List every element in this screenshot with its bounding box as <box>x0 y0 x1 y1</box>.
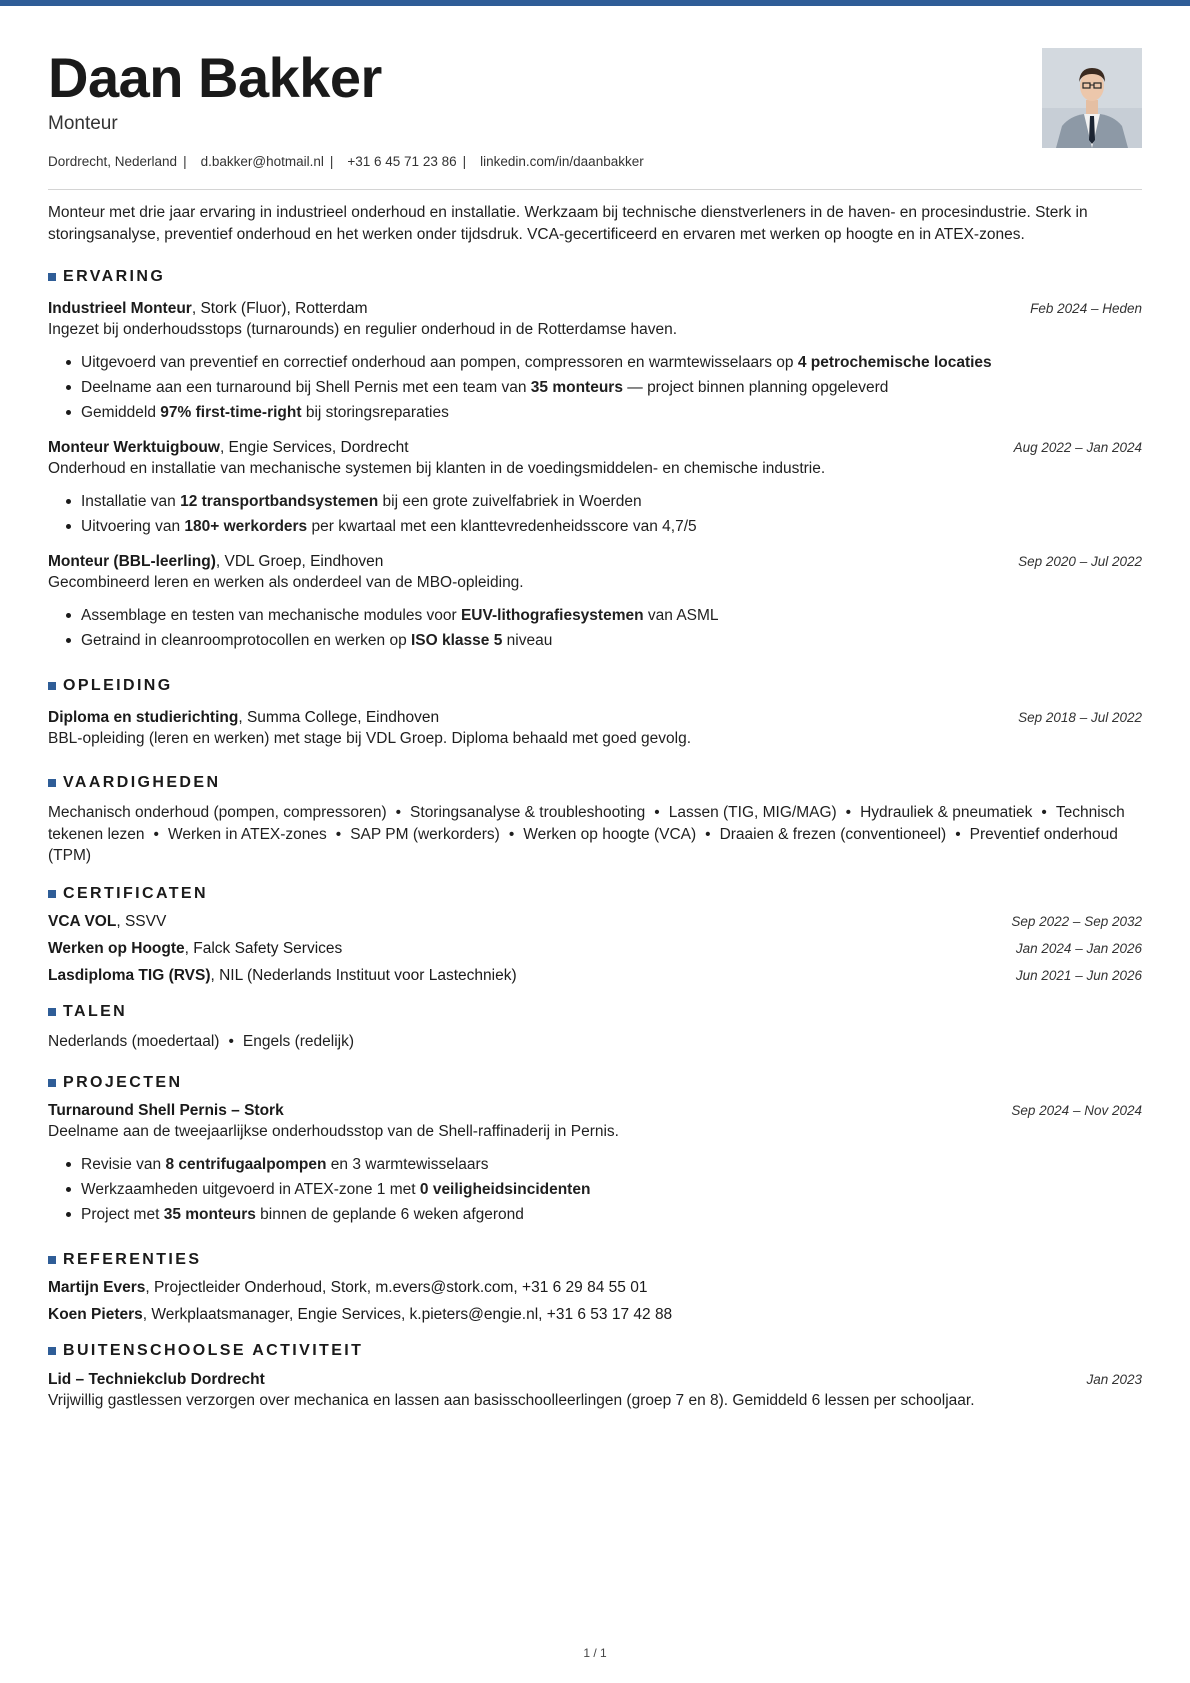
section-skills-title: VAARDIGHEDEN <box>48 774 1142 792</box>
job-bullets <box>81 603 1142 653</box>
languages-list: Nederlands (moedertaal) • Engels (redelijk) <box>48 1032 355 1050</box>
education-heading: Diploma en studierichting, Summa College, Eindhoven <box>48 709 440 726</box>
list-item: Project met 35 monteurs binnen de geplande 6 weken afgerond <box>81 1202 1142 1227</box>
list-item: Uitgevoerd van preventief en correctief onderhoud aan pompen, compressoren en warmtewisselaars op 4 petrochemische locaties <box>81 350 1142 375</box>
resume-page <box>48 0 1142 1412</box>
experience-entry <box>48 437 1142 539</box>
contact-separator: | <box>462 154 467 169</box>
page-number: 1 / 1 <box>583 1646 607 1660</box>
section-marker-icon <box>48 890 56 898</box>
job-description: Ingezet bij onderhoudsstops (turnarounds) en regulier onderhoud in de Rotterdamse haven. <box>48 321 678 338</box>
project-entry <box>48 1100 1142 1227</box>
section-experience-title: ERVARING <box>48 268 1142 286</box>
job-date: Aug 2022 – Jan 2024 <box>1013 440 1142 455</box>
skill-item: Werken in ATEX-zones <box>167 825 327 843</box>
skill-item: SAP PM (werkorders) <box>350 825 500 843</box>
contact-phone[interactable]: +31 6 45 71 23 86 <box>347 154 457 169</box>
education-description: BBL-opleiding (leren en werken) met stage bij VDL Groep. Diploma behaald met goed gevolg. <box>48 730 692 747</box>
list-item: Gemiddeld 97% first-time-right bij storingsreparaties <box>81 400 1142 425</box>
section-activities-title: BUITENSCHOOLSE ACTIVITEIT <box>48 1342 1142 1360</box>
activity-description: Vrijwillig gastlessen verzorgen over mechanica en lassen aan basisschoolleerlingen (groep 7 en 8). Gemiddeld 6 lessen per schooljaar. <box>48 1392 975 1409</box>
skill-item: Werken op hoogte (VCA) <box>523 825 697 843</box>
candidate-name: Daan Bakker <box>48 46 382 109</box>
job-heading: Industrieel Monteur, Stork (Fluor), Rotterdam <box>48 300 368 317</box>
skill-item: Preventief onderhoud (TPM) <box>48 825 1118 864</box>
job-bullets <box>81 489 1142 539</box>
list-item: Uitvoering van 180+ werkorders per kwartaal met een klanttevredenheidsscore van 4,7/5 <box>81 514 1142 539</box>
list-item: Werkzaamheden uitgevoerd in ATEX-zone 1 met 0 veiligheidsincidenten <box>81 1177 1142 1202</box>
skill-item: Mechanisch onderhoud (pompen, compressoren) <box>48 804 387 821</box>
list-item: Revisie van 8 centrifugaalpompen en 3 warmtewisselaars <box>81 1152 1142 1177</box>
section-marker-icon <box>48 1008 56 1016</box>
profile-photo <box>1042 48 1142 148</box>
certificates-list <box>48 908 1142 989</box>
section-marker-icon <box>48 1347 56 1355</box>
project-heading: Turnaround Shell Pernis – Stork <box>48 1102 284 1119</box>
section-projects-title: PROJECTEN <box>48 1074 1142 1092</box>
section-marker-icon <box>48 682 56 690</box>
skills-list: Mechanisch onderhoud (pompen, compressoren) • Storingsanalyse & troubleshooting • Lassen (TIG, MIG/MAG) • Hydrauliek & pneumatiek • Technisch tekenen lezen • Werken in ATEX-zones • SAP PM (werkorders) • Werken op hoogte (VCA) • Draaien & frezen (conventioneel) • Preventief onderhoud (TPM) <box>48 804 1125 864</box>
profile-summary: Monteur met drie jaar ervaring in industrieel onderhoud en installatie. Werkzaam bij technische dienstverleners in de haven- en procesindustrie. Sterk in storingsanalyse, preventief onderhoud en het werken onder tijdsdruk. VCA-gecertificeerd en ervaren met werken op hoogte en in ATEX-zones. <box>48 204 1088 243</box>
section-marker-icon <box>48 273 56 281</box>
section-languages-title: TALEN <box>48 1003 1142 1021</box>
job-description: Gecombineerd leren en werken als onderdeel van de MBO-opleiding. <box>48 574 524 591</box>
section-certificates-title: CERTIFICATEN <box>48 885 1142 903</box>
certificate-row: Lasdiploma TIG (RVS), NIL (Nederlands Instituut voor Lastechniek) Jun 2021 – Jun 2026 <box>48 966 1142 984</box>
list-item: Getraind in cleanroomprotocollen en werken op ISO klasse 5 niveau <box>81 628 1142 653</box>
experience-entry <box>48 298 1142 425</box>
job-heading: Monteur Werktuigbouw, Engie Services, Dordrecht <box>48 439 409 456</box>
reference-row: Koen Pieters, Werkplaatsmanager, Engie Services, k.pieters@engie.nl, +31 6 53 17 42 88 <box>48 1306 673 1323</box>
activity-date: Jan 2023 <box>1086 1372 1142 1387</box>
contact-separator: | <box>183 154 187 169</box>
candidate-role: Monteur <box>48 113 118 134</box>
language-item: Engels (redelijk) <box>242 1032 355 1050</box>
job-bullets <box>81 350 1142 425</box>
education-entry <box>48 707 1142 750</box>
list-item: Deelname aan een turnaround bij Shell Pernis met een team van 35 monteurs — project binnen planning opgeleverd <box>81 375 1142 400</box>
language-item: Nederlands (moedertaal) <box>48 1032 220 1050</box>
project-bullets <box>81 1152 1142 1227</box>
section-marker-icon <box>48 779 56 787</box>
reference-row: Martijn Evers, Projectleider Onderhoud, Stork, m.evers@stork.com, +31 6 29 84 55 01 <box>48 1279 648 1296</box>
activity-entry <box>48 1369 1142 1412</box>
certificate-row: Werken op Hoogte, Falck Safety Services Jan 2024 – Jan 2026 <box>48 939 1142 957</box>
skill-item: Draaien & frezen (conventioneel) <box>719 825 947 843</box>
skill-item: Storingsanalyse & troubleshooting <box>410 804 646 821</box>
skill-item: Hydrauliek & pneumatiek <box>860 804 1033 821</box>
activity-heading: Lid – Techniekclub Dordrecht <box>48 1371 265 1388</box>
section-marker-icon <box>48 1079 56 1087</box>
project-date: Sep 2024 – Nov 2024 <box>1011 1103 1142 1118</box>
project-description: Deelname aan de tweejaarlijkse onderhoudsstop van de Shell-raffinaderij in Pernis. <box>48 1123 619 1140</box>
job-date: Feb 2024 – Heden <box>1030 301 1142 316</box>
references-list <box>48 1274 1142 1328</box>
job-description: Onderhoud en installatie van mechanische systemen bij klanten in de voedingsmiddelen- en chemische industrie. <box>48 460 826 477</box>
section-education-title: OPLEIDING <box>48 677 1142 695</box>
skill-item: Lassen (TIG, MIG/MAG) <box>668 804 837 821</box>
person-portrait-icon <box>1042 48 1142 148</box>
contact-linkedin[interactable]: linkedin.com/in/daanbakker <box>480 154 644 169</box>
job-heading: Monteur (BBL-leerling), VDL Groep, Eindhoven <box>48 553 384 570</box>
contact-email[interactable]: d.bakker@hotmail.nl <box>200 154 324 169</box>
certificate-row: VCA VOL, SSVV Sep 2022 – Sep 2032 <box>48 912 1142 930</box>
section-references-title: REFERENTIES <box>48 1251 1142 1269</box>
job-date: Sep 2020 – Jul 2022 <box>1018 554 1142 569</box>
contact-line <box>48 154 1142 169</box>
list-item: Installatie van 12 transportbandsystemen bij een grote zuivelfabriek in Woerden <box>81 489 1142 514</box>
experience-entry <box>48 551 1142 653</box>
contact-location: Dordrecht, Nederland <box>48 154 178 169</box>
section-marker-icon <box>48 1256 56 1264</box>
skill-item: Technisch tekenen lezen <box>48 804 1125 843</box>
contact-separator: | <box>329 154 334 169</box>
education-date: Sep 2018 – Jul 2022 <box>1018 710 1142 725</box>
resume-header <box>48 0 1142 190</box>
list-item: Assemblage en testen van mechanische modules voor EUV-lithografiesystemen van ASML <box>81 603 1142 628</box>
